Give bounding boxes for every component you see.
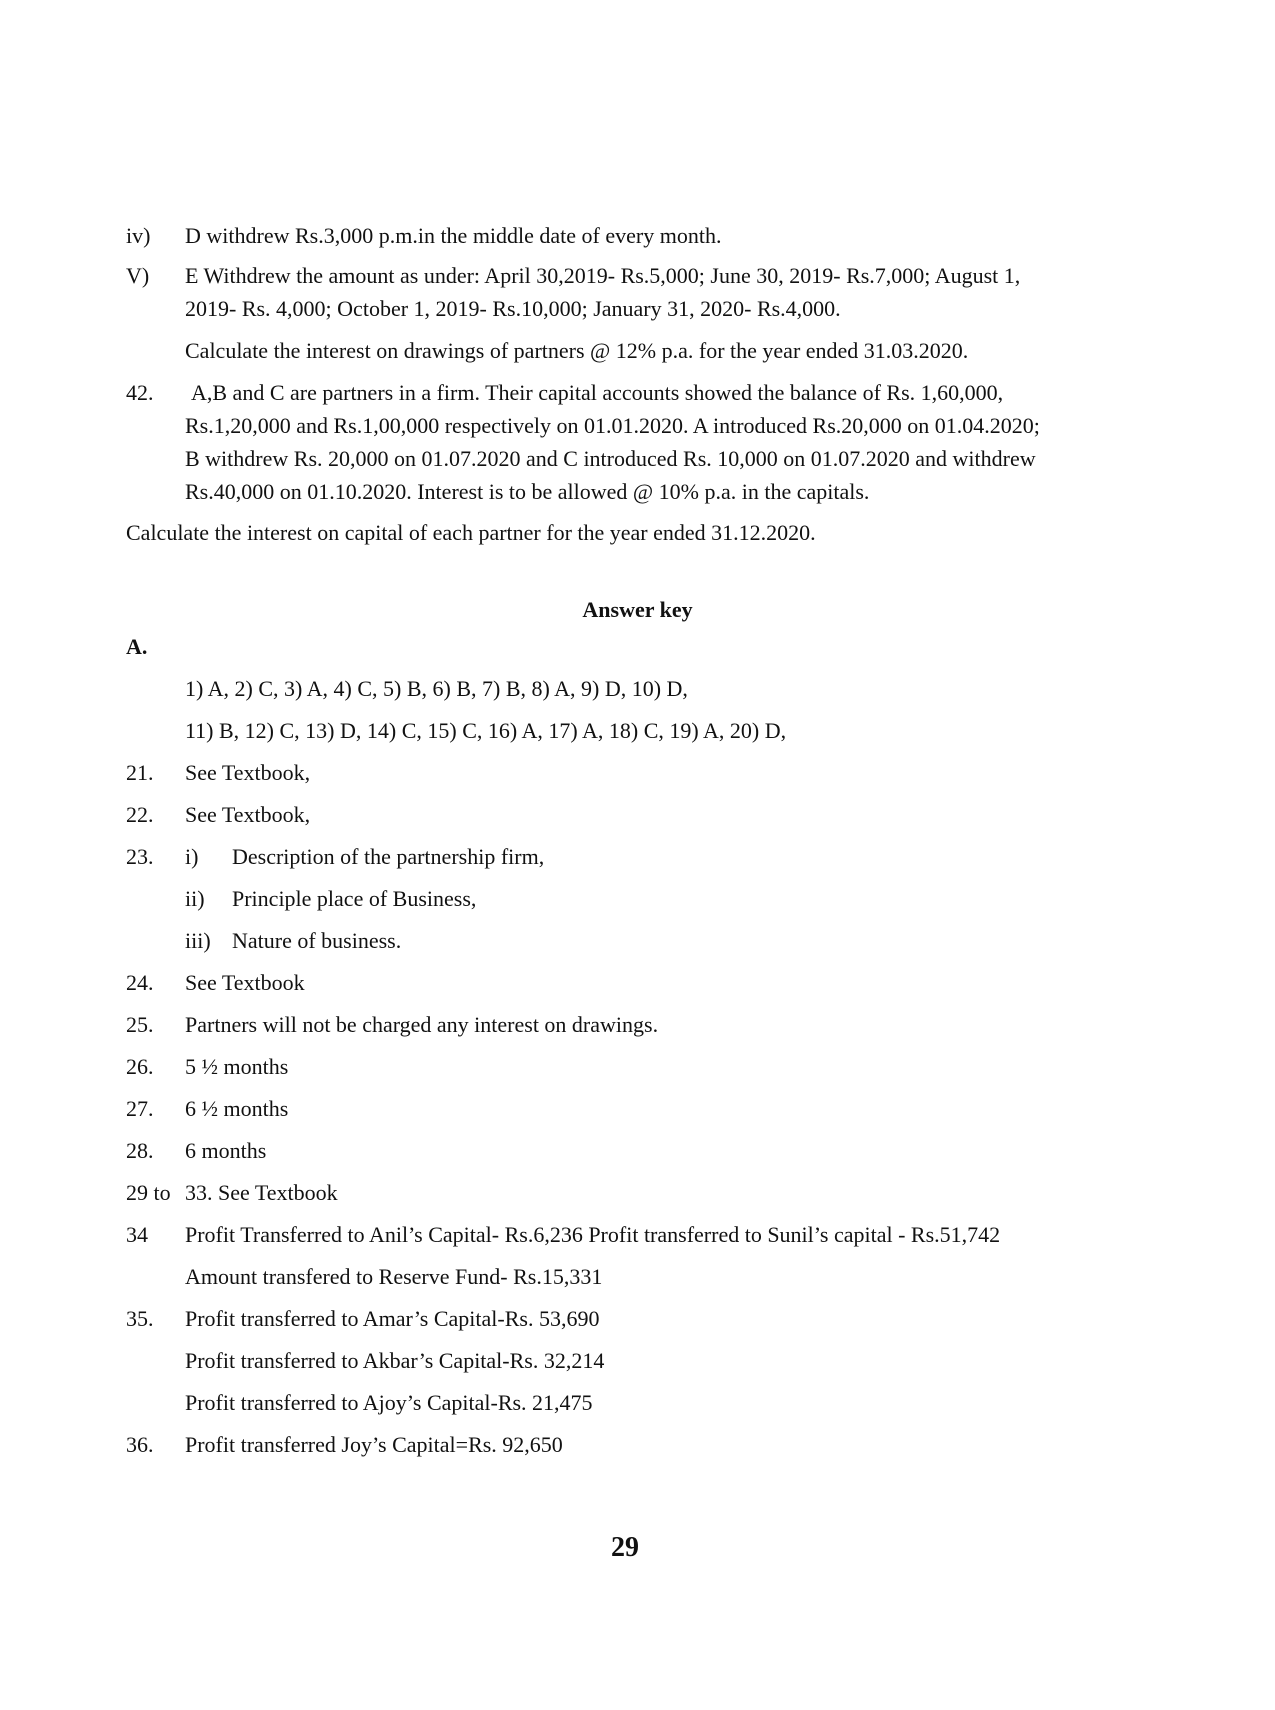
answer-number: 26. [126,1054,154,1079]
item-number: iv) [126,223,151,248]
mcq-answers: 11) B, 12) C, 13) D, 14) C, 15) C, 16) A, 17) A, 18) C, 19) A, 20) D, [185,718,787,743]
question-text: Rs.1,20,000 and Rs.1,00,000 respectively on 01.01.2020. A introduced Rs.20,000 on 01.04.2020; [185,413,1040,438]
sub-item-number: i) [185,844,199,869]
question-text: 2019- Rs. 4,000; October 1, 2019- Rs.10,000; January 31, 2020- Rs.4,000. [185,296,841,321]
answer-number: 34 [126,1222,148,1247]
answer-number: 35. [126,1306,154,1331]
question-text: B withdrew Rs. 20,000 on 01.07.2020 and C introduced Rs. 10,000 on 01.07.2020 and withdrew [185,446,1036,471]
answer-number: 22. [126,802,154,827]
question-number: 42. [126,380,154,405]
answer-number: 24. [126,970,154,995]
answer-text: 5 ½ months [185,1054,289,1079]
question-text: Rs.40,000 on 01.10.2020. Interest is to be allowed @ 10% p.a. in the capitals. [185,479,870,504]
answer-text: Principle place of Business, [232,886,477,911]
answer-number: 29 to [126,1180,171,1205]
answer-text: See Textbook, [185,802,311,827]
item-number: V) [126,263,150,288]
answer-key-title: Answer key [582,597,693,622]
answer-number: 21. [126,760,154,785]
answer-text: See Textbook [185,970,305,995]
section-label: A. [126,634,148,659]
question-instruction: Calculate the interest on capital of each partner for the year ended 31.12.2020. [126,520,816,545]
answer-number: 23. [126,844,154,869]
answer-text: 6 months [185,1138,267,1163]
answer-text: Profit transferred Joy’s Capital=Rs. 92,650 [185,1432,563,1457]
answer-text: 6 ½ months [185,1096,289,1121]
answer-number: 27. [126,1096,154,1121]
answer-number: 28. [126,1138,154,1163]
answer-text: 33. See Textbook [185,1180,338,1205]
question-text: A,B and C are partners in a firm. Their capital accounts showed the balance of Rs. 1,60,000, [191,380,1004,405]
answer-text: Nature of business. [232,928,402,953]
answer-text: Partners will not be charged any interest on drawings. [185,1012,659,1037]
question-text: E Withdrew the amount as under: April 30,2019- Rs.5,000; June 30, 2019- Rs.7,000; August 1, [185,263,1021,288]
answer-text: Profit Transferred to Anil’s Capital- Rs.6,236 Profit transferred to Sunil’s capital - Rs.51,742 [185,1222,1001,1247]
question-text: D withdrew Rs.3,000 p.m.in the middle date of every month. [185,223,722,248]
answer-text: See Textbook, [185,760,311,785]
page-number: 29 [611,1532,639,1563]
question-instruction: Calculate the interest on drawings of partners @ 12% p.a. for the year ended 31.03.2020. [185,338,969,363]
sub-item-number: iii) [185,928,211,953]
answer-text: Amount transfered to Reserve Fund- Rs.15,331 [185,1264,603,1289]
sub-item-number: ii) [185,886,205,911]
answer-number: 25. [126,1012,154,1037]
answer-text: Profit transferred to Amar’s Capital-Rs. 53,690 [185,1306,600,1331]
answer-text: Profit transferred to Akbar’s Capital-Rs. 32,214 [185,1348,605,1373]
mcq-answers: 1) A, 2) C, 3) A, 4) C, 5) B, 6) B, 7) B, 8) A, 9) D, 10) D, [185,676,688,701]
answer-text: Description of the partnership firm, [232,844,545,869]
answer-text: Profit transferred to Ajoy’s Capital-Rs. 21,475 [185,1390,593,1415]
answer-number: 36. [126,1432,154,1457]
